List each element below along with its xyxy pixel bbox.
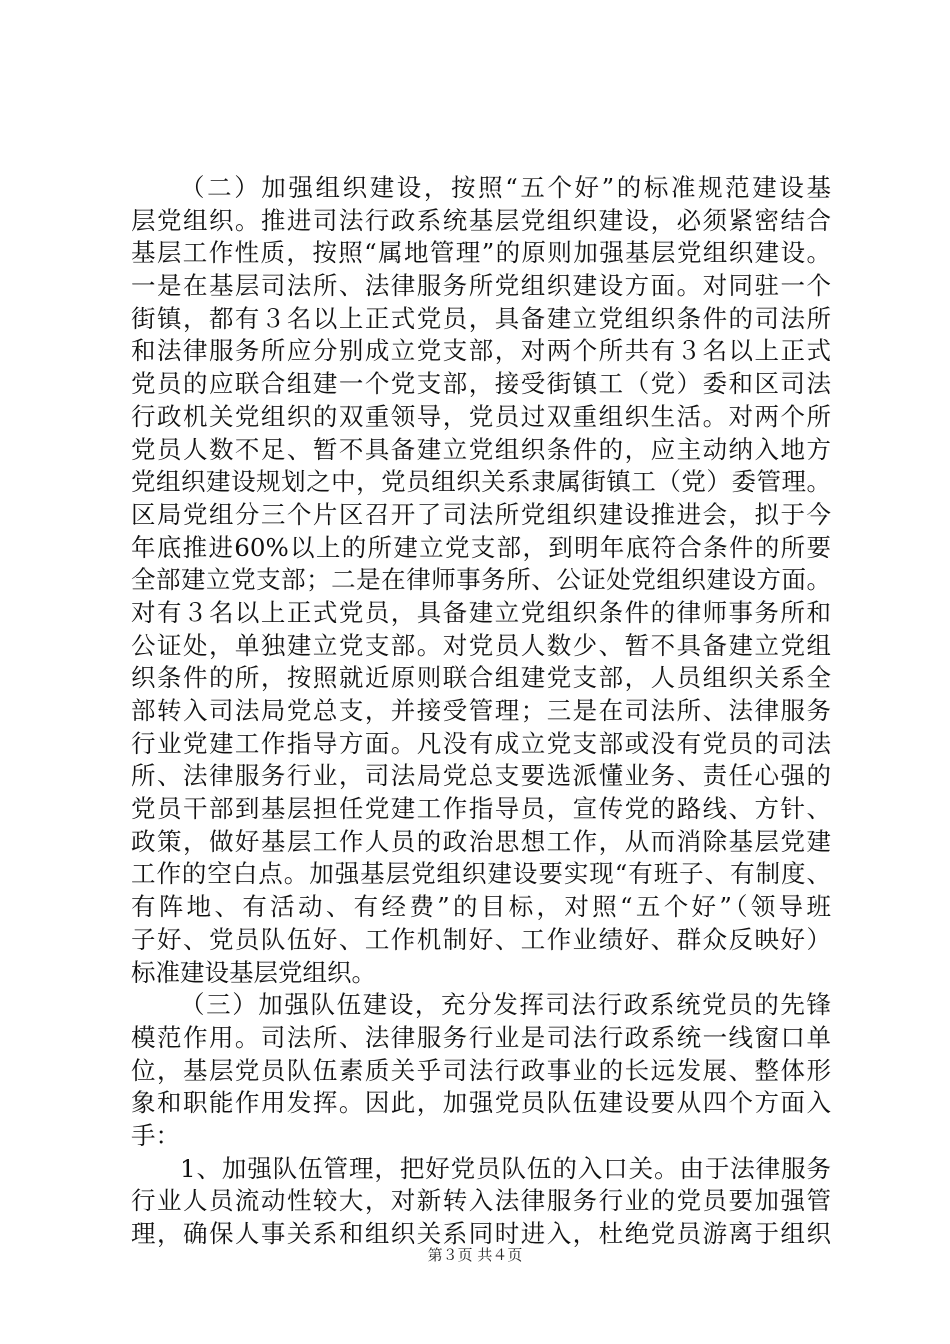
- text-line: 行业人员流动性较大，对新转入法律服务行业的党员要加强管: [131, 1186, 831, 1216]
- text-line: 手：: [131, 1120, 180, 1150]
- text-line: 模范作用。司法所、法律服务行业是司法行政系统一线窗口单: [131, 1022, 831, 1052]
- text-line: 一是在基层司法所、法律服务所党组织建设方面。对同驻一个: [131, 271, 831, 301]
- text-line: 行政机关党组织的双重领导，党员过双重组织生活。对两个所: [131, 401, 831, 431]
- text-line: （三）加强队伍建设，充分发挥司法行政系统党员的先锋: [180, 990, 831, 1020]
- text-line: 子好、党员队伍好、工作机制好、工作业绩好、群众反映好）: [131, 924, 831, 954]
- text-line: 位，基层党员队伍素质关乎司法行政事业的长远发展、整体形: [131, 1055, 831, 1085]
- text-line: 和法律服务所应分别成立党支部，对两个所共有３名以上正式: [131, 336, 831, 366]
- text-line: 部转入司法局党总支，并接受管理；三是在司法所、法律服务: [131, 696, 831, 725]
- text-line: 行业党建工作指导方面。凡没有成立党支部或没有党员的司法: [131, 728, 831, 758]
- text-line: 全部建立党支部；二是在律师事务所、公证处党组织建设方面。: [131, 565, 831, 595]
- text-line: 党员人数不足、暂不具备建立党组织条件的，应主动纳入地方: [131, 434, 831, 464]
- text-line: 基层工作性质，按照“属地管理”的原则加强基层党组织建设。: [131, 238, 831, 268]
- text-line: 所、法律服务行业，司法局党总支要选派懂业务、责任心强的: [131, 761, 831, 791]
- text-line: 党员干部到基层担任党建工作指导员，宣传党的路线、方针、: [131, 794, 831, 824]
- text-line: 工作的空白点。加强基层党组织建设要实现“有班子、有制度、: [131, 859, 831, 889]
- text-line: 对有３名以上正式党员，具备建立党组织条件的律师事务所和: [131, 597, 831, 627]
- text-line: 织条件的所，按照就近原则联合组建党支部，人员组织关系全: [131, 663, 831, 693]
- text-line: 有阵地、有活动、有经费”的目标，对照“五个好”（领导班: [131, 892, 831, 922]
- text-line: 党组织建设规划之中，党员组织关系隶属街镇工（党）委管理。: [131, 467, 831, 497]
- page-number: 第３页 共４页: [427, 1246, 523, 1264]
- text-line: 年底推进60%以上的所建立党支部，到明年底符合条件的所要: [131, 532, 831, 562]
- text-line: （二）加强组织建设，按照“五个好”的标准规范建设基: [180, 173, 831, 202]
- text-line: 1、加强队伍管理，把好党员队伍的入口关。由于法律服务: [180, 1153, 831, 1183]
- text-line: 党员的应联合组建一个党支部，接受街镇工（党）委和区司法: [131, 369, 831, 399]
- text-line: 政策，做好基层工作人员的政治思想工作，从而消除基层党建: [131, 826, 831, 856]
- text-line: 层党组织。推进司法行政系统基层党组织建设，必须紧密结合: [131, 205, 831, 235]
- page-footer: [0, 1245, 950, 1265]
- text-line: 标准建设基层党组织。: [131, 957, 376, 987]
- text-line: 区局党组分三个片区召开了司法所党组织建设推进会，拟于今: [131, 499, 831, 529]
- text-line: 街镇，都有３名以上正式党员，具备建立党组织条件的司法所: [131, 303, 831, 333]
- text-line: 公证处，单独建立党支部。对党员人数少、暂不具备建立党组: [131, 630, 831, 660]
- text-line: 理，确保人事关系和组织关系同时进入，杜绝党员游离于组织: [131, 1219, 831, 1248]
- document-body: [131, 172, 831, 1251]
- text-line: 象和职能作用发挥。因此，加强党员队伍建设要从四个方面入: [131, 1088, 831, 1118]
